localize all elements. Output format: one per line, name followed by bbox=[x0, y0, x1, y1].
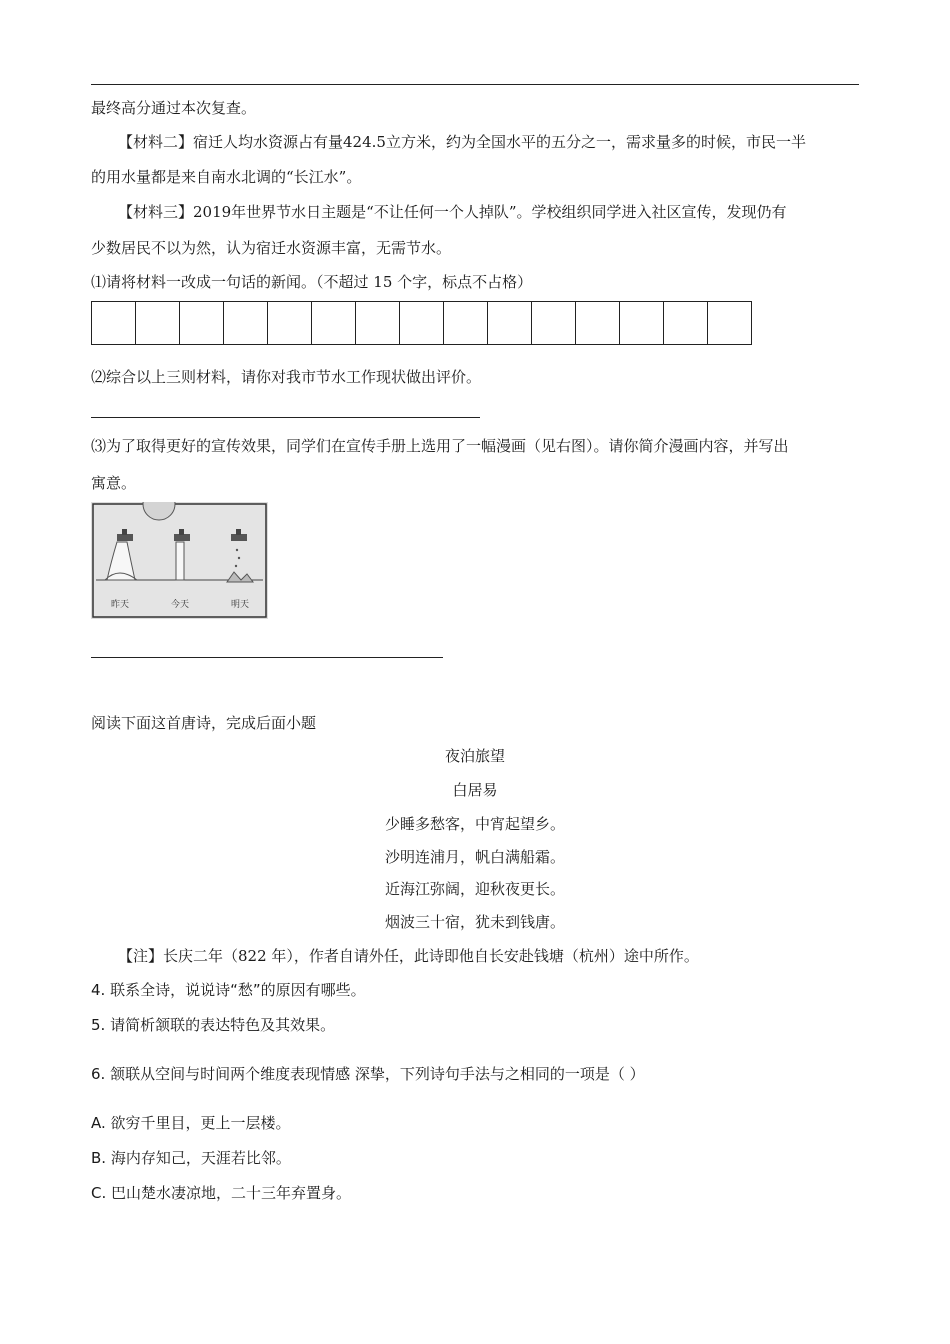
grid-cell[interactable] bbox=[180, 301, 224, 345]
grid-cell[interactable] bbox=[92, 301, 136, 345]
option-b[interactable]: B. 海内存知己，天涯若比邻。 bbox=[91, 1149, 291, 1167]
option-c[interactable]: C. 巴山楚水凄凉地，二十三年弃置身。 bbox=[91, 1184, 352, 1202]
poem-author: 白居易 bbox=[452, 781, 498, 799]
cartoon-label-tomorrow: 明天 bbox=[231, 600, 250, 610]
grid-cell[interactable] bbox=[268, 301, 312, 345]
material2-line1: 【材料二】宿迁人均水资源占有量424.5立方米，约为全国水平的五分之一，需求量多的时候，市民一半 bbox=[118, 133, 806, 151]
option-a[interactable]: A. 欲穷千里目，更上一层楼。 bbox=[91, 1114, 291, 1132]
cartoon-label-yesterday: 昨天 bbox=[111, 600, 130, 610]
top-rule bbox=[91, 84, 859, 85]
poem-intro: 阅读下面这首唐诗，完成后面小题 bbox=[91, 714, 317, 732]
poem-note: 【注】长庆二年（822 年），作者自请外任，此诗即他自长安赴钱塘（杭州）途中所作。 bbox=[118, 947, 699, 965]
question-4: 4. 联系全诗，说说诗“愁”的原因有哪些。 bbox=[91, 981, 366, 999]
grid-cell[interactable] bbox=[488, 301, 532, 345]
question-2: ⑵综合以上三则材料，请你对我市节水工作现状做出评价。 bbox=[91, 368, 482, 386]
grid-cell[interactable] bbox=[356, 301, 400, 345]
material2-line2: 的用水量都是来自南水北调的“长江水”。 bbox=[91, 168, 362, 186]
poem-line-3: 近海江弥阔，迎秋夜更长。 bbox=[384, 880, 565, 898]
question-3-line1: ⑶为了取得更好的宣传效果，同学们在宣传手册上选用了一幅漫画（见右图）。请你简介漫画内容，并写出 bbox=[91, 437, 789, 455]
poem-line-4: 烟波三十宿，犹未到钱唐。 bbox=[384, 913, 565, 931]
material3-line1: 【材料三】2019年世界节水日主题是“不让任何一个人掉队”。学校组织同学进入社区宣传，发现仍有 bbox=[118, 203, 787, 221]
grid-cell[interactable] bbox=[444, 301, 488, 345]
answer-line-q3[interactable] bbox=[91, 657, 443, 658]
grid-cell[interactable] bbox=[400, 301, 444, 345]
grid-cell[interactable] bbox=[576, 301, 620, 345]
question-3-line2: 寓意。 bbox=[91, 474, 137, 492]
cartoon-label-today: 今天 bbox=[171, 600, 190, 610]
answer-line-q2[interactable] bbox=[91, 417, 480, 418]
grid-cell[interactable] bbox=[136, 301, 180, 345]
poem-line-2: 沙明连浦月，帆白满船霜。 bbox=[384, 848, 565, 866]
grid-cell[interactable] bbox=[620, 301, 664, 345]
question-6: 6. 颔联从空间与时间两个维度表现情感 深挚，下列诗句手法与之相同的一项是（ ） bbox=[91, 1065, 645, 1083]
water-cartoon-image bbox=[91, 502, 268, 619]
poem-line-1: 少睡多愁客，中宵起望乡。 bbox=[384, 815, 565, 833]
grid-cell[interactable] bbox=[532, 301, 576, 345]
continuation-text: 最终高分通过本次复查。 bbox=[91, 99, 257, 117]
grid-cell[interactable] bbox=[708, 301, 752, 345]
poem-title: 夜泊旅望 bbox=[444, 747, 505, 765]
question-5: 5. 请简析颔联的表达特色及其效果。 bbox=[91, 1016, 336, 1034]
material3-line2: 少数居民不以为然，认为宿迁水资源丰富，无需节水。 bbox=[91, 239, 452, 257]
answer-grid[interactable] bbox=[91, 301, 752, 345]
grid-cell[interactable] bbox=[224, 301, 268, 345]
question-1: ⑴请将材料一改成一句话的新闻。（不超过 15 个字，标点不占格） bbox=[91, 273, 533, 291]
grid-cell[interactable] bbox=[312, 301, 356, 345]
grid-cell[interactable] bbox=[664, 301, 708, 345]
